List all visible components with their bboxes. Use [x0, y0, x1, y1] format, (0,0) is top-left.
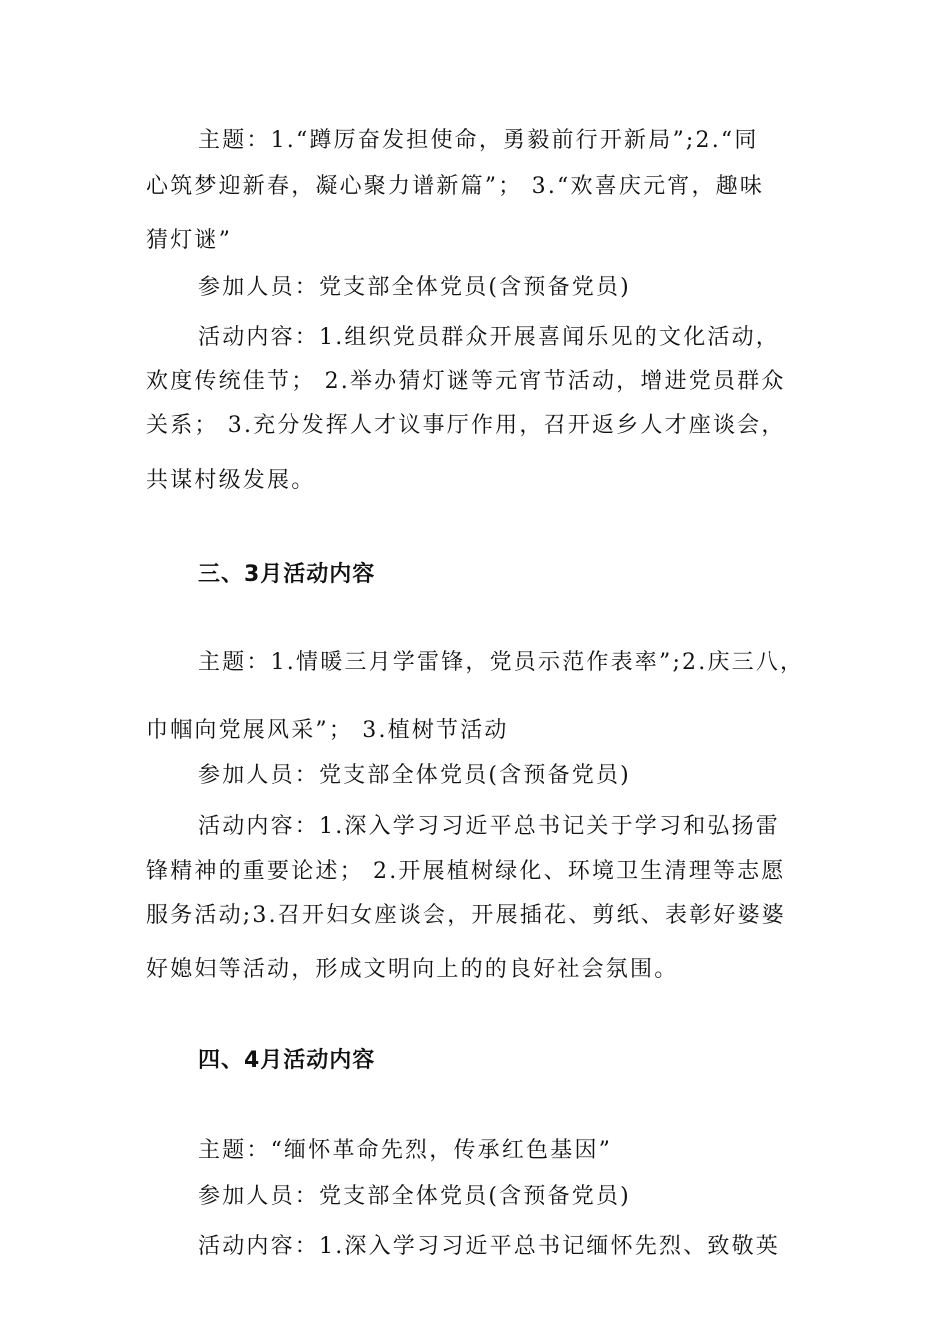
- feb-theme-line-3: 猜灯谜”: [146, 228, 233, 253]
- apr-participants: 参加人员：党支部全体党员(含预备党员): [198, 1184, 631, 1209]
- feb-theme-line-2: 心筑梦迎新春，凝心聚力谱新篇”； 3.“欢喜庆元宵，趣味: [146, 174, 765, 199]
- apr-theme: 主题：“缅怀革命先烈，传承红色基因”: [198, 1138, 613, 1163]
- feb-content-line-2: 欢度传统佳节； 2.举办猜灯谜等元宵节活动，增进党员群众: [146, 369, 786, 394]
- mar-theme-line-2: 巾帼向党展风采”； 3.植树节活动: [146, 718, 509, 743]
- mar-content-line-4: 好媳妇等活动，形成文明向上的的良好社会氛围。: [146, 957, 679, 982]
- feb-participants: 参加人员：党支部全体党员(含预备党员): [198, 275, 631, 300]
- section-heading-april: 四、4月活动内容: [198, 1048, 376, 1073]
- apr-content-line-1: 活动内容：1.深入学习习近平总书记缅怀先烈、致敬英: [198, 1234, 780, 1259]
- feb-theme-line-1: 主题：1.“蹲厉奋发担使命，勇毅前行开新局”;2.“同: [198, 128, 759, 153]
- feb-content-line-1: 活动内容：1.组织党员群众开展喜闻乐见的文化活动，: [198, 325, 780, 350]
- mar-content-line-2: 锋精神的重要论述； 2.开展植树绿化、环境卫生清理等志愿: [146, 859, 786, 884]
- mar-content-line-3: 服务活动;3.召开妇女座谈会，开展插花、剪纸、表彰好婆婆: [146, 903, 787, 928]
- mar-theme-line-1: 主题：1.情暖三月学雷锋，党员示范作表率”;2.庆三八，: [198, 650, 805, 675]
- feb-content-line-3: 关系； 3.充分发挥人才议事厅作用，召开返乡人才座谈会，: [146, 413, 786, 438]
- mar-content-line-1: 活动内容：1.深入学习习近平总书记关于学习和弘扬雷: [198, 814, 780, 839]
- section-heading-march: 三、3月活动内容: [198, 562, 376, 587]
- feb-content-line-4: 共谋村级发展。: [146, 468, 316, 493]
- mar-participants: 参加人员：党支部全体党员(含预备党员): [198, 763, 631, 788]
